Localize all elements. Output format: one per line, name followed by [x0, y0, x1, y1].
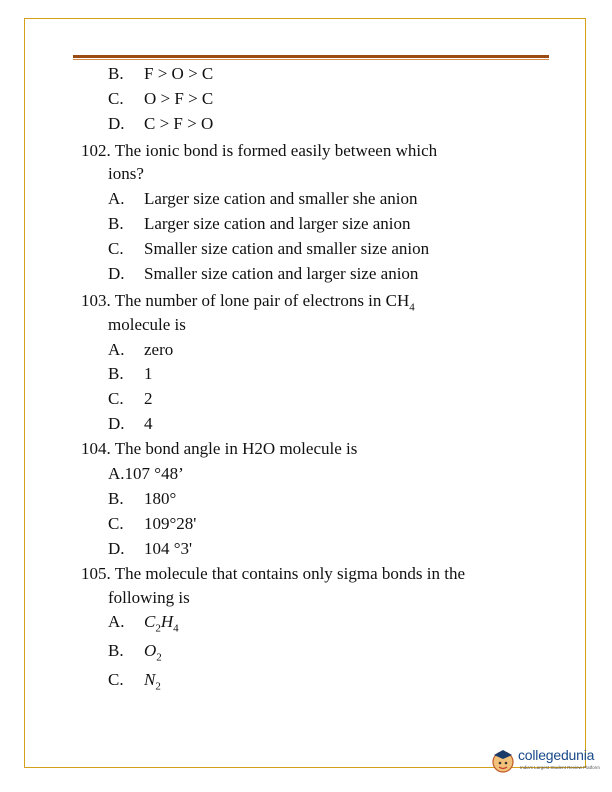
q103-option-a: A. zero [108, 340, 174, 359]
logo-tagline: India's Largest Student Review Platform [520, 765, 600, 770]
q102-stem-cont: ions? [108, 164, 144, 183]
q102-stem: 102. The ionic bond is formed easily between which [81, 141, 438, 160]
q102-option-c: C. Smaller size cation and smaller size anion [108, 239, 430, 258]
q104-option-c: C. 109°28' [108, 514, 197, 533]
q104-stem: 104. The bond angle in H2O molecule is [81, 439, 358, 458]
q105-option-a: A. $C_2H_4$ [108, 612, 179, 635]
q102-option-d: D. Smaller size cation and larger size anion [108, 264, 419, 283]
q103-option-d: D. 4 [108, 414, 153, 433]
q103-stem-cont: molecule is [108, 315, 186, 334]
logo-name: collegedunia [518, 747, 595, 763]
q101-option-c: C. O > F > C [108, 89, 214, 108]
q102-option-b: B. Larger size cation and larger size anion [108, 214, 411, 233]
q105-option-c: C. $N_2$ [108, 670, 161, 693]
q105-option-b: B. $O_2$ [108, 641, 162, 664]
q105-stem-cont: following is [108, 588, 190, 607]
q103-stem: 103. The number of lone pair of electrons in $CH_4$ [81, 291, 415, 314]
q101-option-b: B. F > O > C [108, 64, 214, 83]
q105-stem: 105. The molecule that contains only sigma bonds in the [81, 564, 466, 583]
q102-option-a: A. Larger size cation and smaller she anion [108, 189, 418, 208]
q104-option-a: A.107 °48’ [108, 464, 184, 483]
q104-option-d: D. 104 °3' [108, 539, 193, 558]
q101-option-d: D. C > F > O [108, 114, 214, 133]
q103-option-c: C. 2 [108, 389, 153, 408]
q103-option-b: B. 1 [108, 364, 153, 383]
q104-option-b: B. 180° [108, 489, 177, 508]
